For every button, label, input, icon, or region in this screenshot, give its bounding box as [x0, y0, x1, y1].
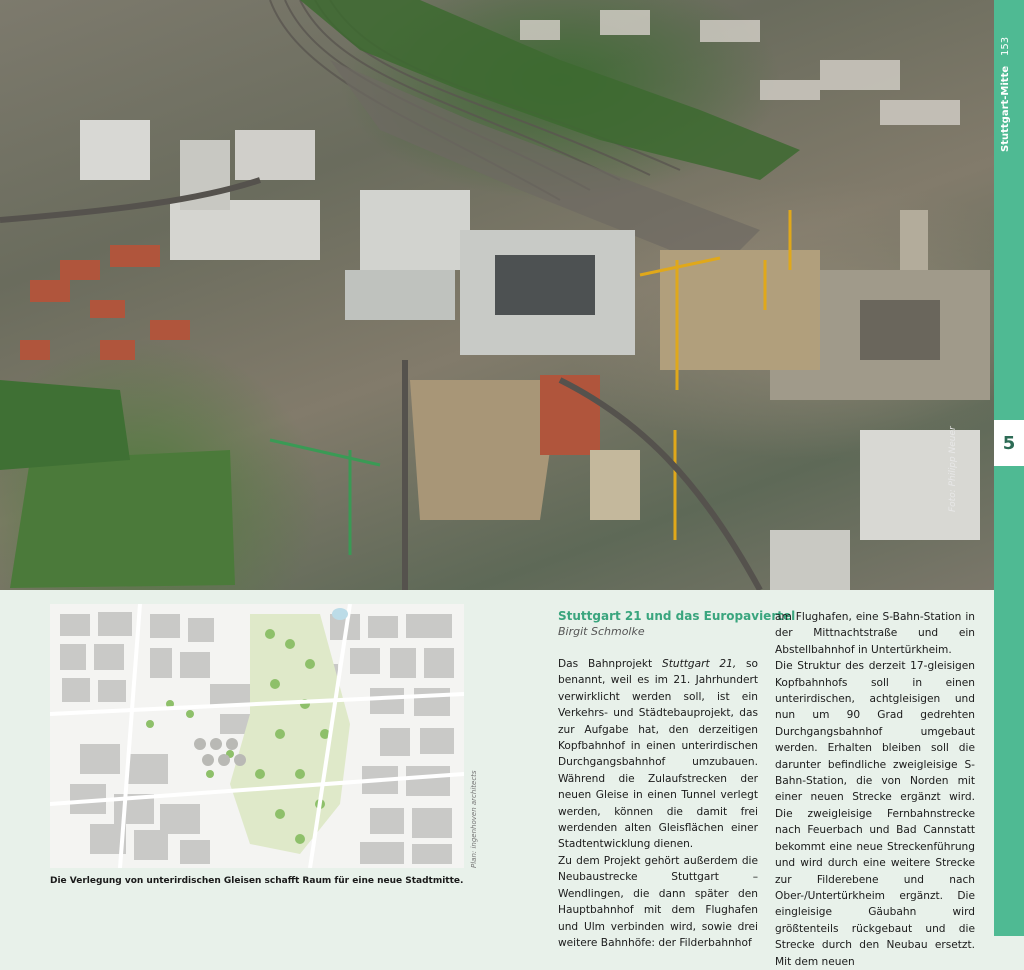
site-plan-map: [50, 604, 464, 868]
station-roof: [860, 300, 940, 360]
page-number: 153: [1000, 36, 1011, 56]
tree-area: [0, 380, 130, 470]
project-name-emphasis: Stuttgart 21,: [661, 658, 737, 670]
article-column-right: [775, 609, 975, 970]
chapter-number: 5: [994, 420, 1024, 466]
office-courtyard: [495, 255, 595, 315]
pond: [332, 608, 348, 620]
article-column-left: [558, 656, 758, 951]
article-author: Birgit Schmolke: [558, 625, 645, 638]
building-block: [235, 130, 315, 180]
article-title: Stuttgart 21 und das Europaviertel: [558, 609, 796, 623]
site-plan-illustration: [50, 604, 464, 868]
map-caption: Die Verlegung von unterirdischen Gleisen schafft Raum für eine neue Stadtmitte.: [50, 876, 464, 886]
paragraph: am Flughafen, eine S-Bahn-Station in der Mittnachtstraße und ein Abstellbahnhof in Untertürkheim.: [775, 611, 975, 656]
office-block-1: [360, 190, 470, 270]
construction-pit: [660, 250, 820, 370]
office-block-3: [345, 270, 455, 320]
section-label: Stuttgart-Mitte: [1000, 65, 1011, 152]
vineyard-field: [10, 450, 235, 588]
map-credit: Plan: ingenhoven architects: [470, 770, 478, 868]
paragraph: Die Struktur des derzeit 17-gleisigen Kopfbahnhofs soll in einen unterirdischen, achtgleisigen und nun um 90 Grad gedrehten Durchgangsbahnhof umgebaut werden. Erhalten bleiben soll die darunter befindliche zweigleisige S-Bahn-Station, die von Norden mit einer neuen Strecke ergänzt wird. Die zweigleisige Fernbahnstrecke nach Feuerbach und Bad Cannstatt bekommt eine neue Streckenführung und wird durch eine weitere Strecke zur Filderebene und nach Ober-/Untertürkheim ergänzt. Die eingleisige Gäubahn wird größtenteils rückgebaut und die Strecke durch den Neubau ersetzt. Mit dem neuen: [775, 660, 975, 968]
building-south: [770, 530, 850, 590]
paragraph: Das Bahnprojekt Stuttgart 21, so benannt, weil es im 21. Jahrhundert verwirklicht werden soll, ist ein Verkehrs- und Städtebauprojekt, das zur Aufgabe hat, den derzeitigen Kopfbahnhof in einen unterirdischen Durchgangsbahnhof umzubauen. Während die Zulaufstrecken der neuen Gleise in einen Tunnel verlegt werden, können die damit frei werdenden alten Gleisflächen einer Stadtentwicklung dienen.: [558, 658, 759, 851]
building-near-station: [590, 450, 640, 520]
photo-credit: Foto: Philipp Neuer: [948, 426, 958, 512]
building-southeast: [860, 426, 980, 540]
tower-block: [80, 120, 150, 180]
construction-site-south: [410, 380, 560, 520]
paragraph: Zu dem Projekt gehört außerdem die Neubaustrecke Stuttgart – Wendlingen, die dann später den Hauptbahnhof mit dem Flughafen und Ulm verbinden wird, sowie drei weitere Bahnhöfe: der Filderbahnhof: [558, 854, 758, 949]
station-tower: [900, 210, 928, 270]
